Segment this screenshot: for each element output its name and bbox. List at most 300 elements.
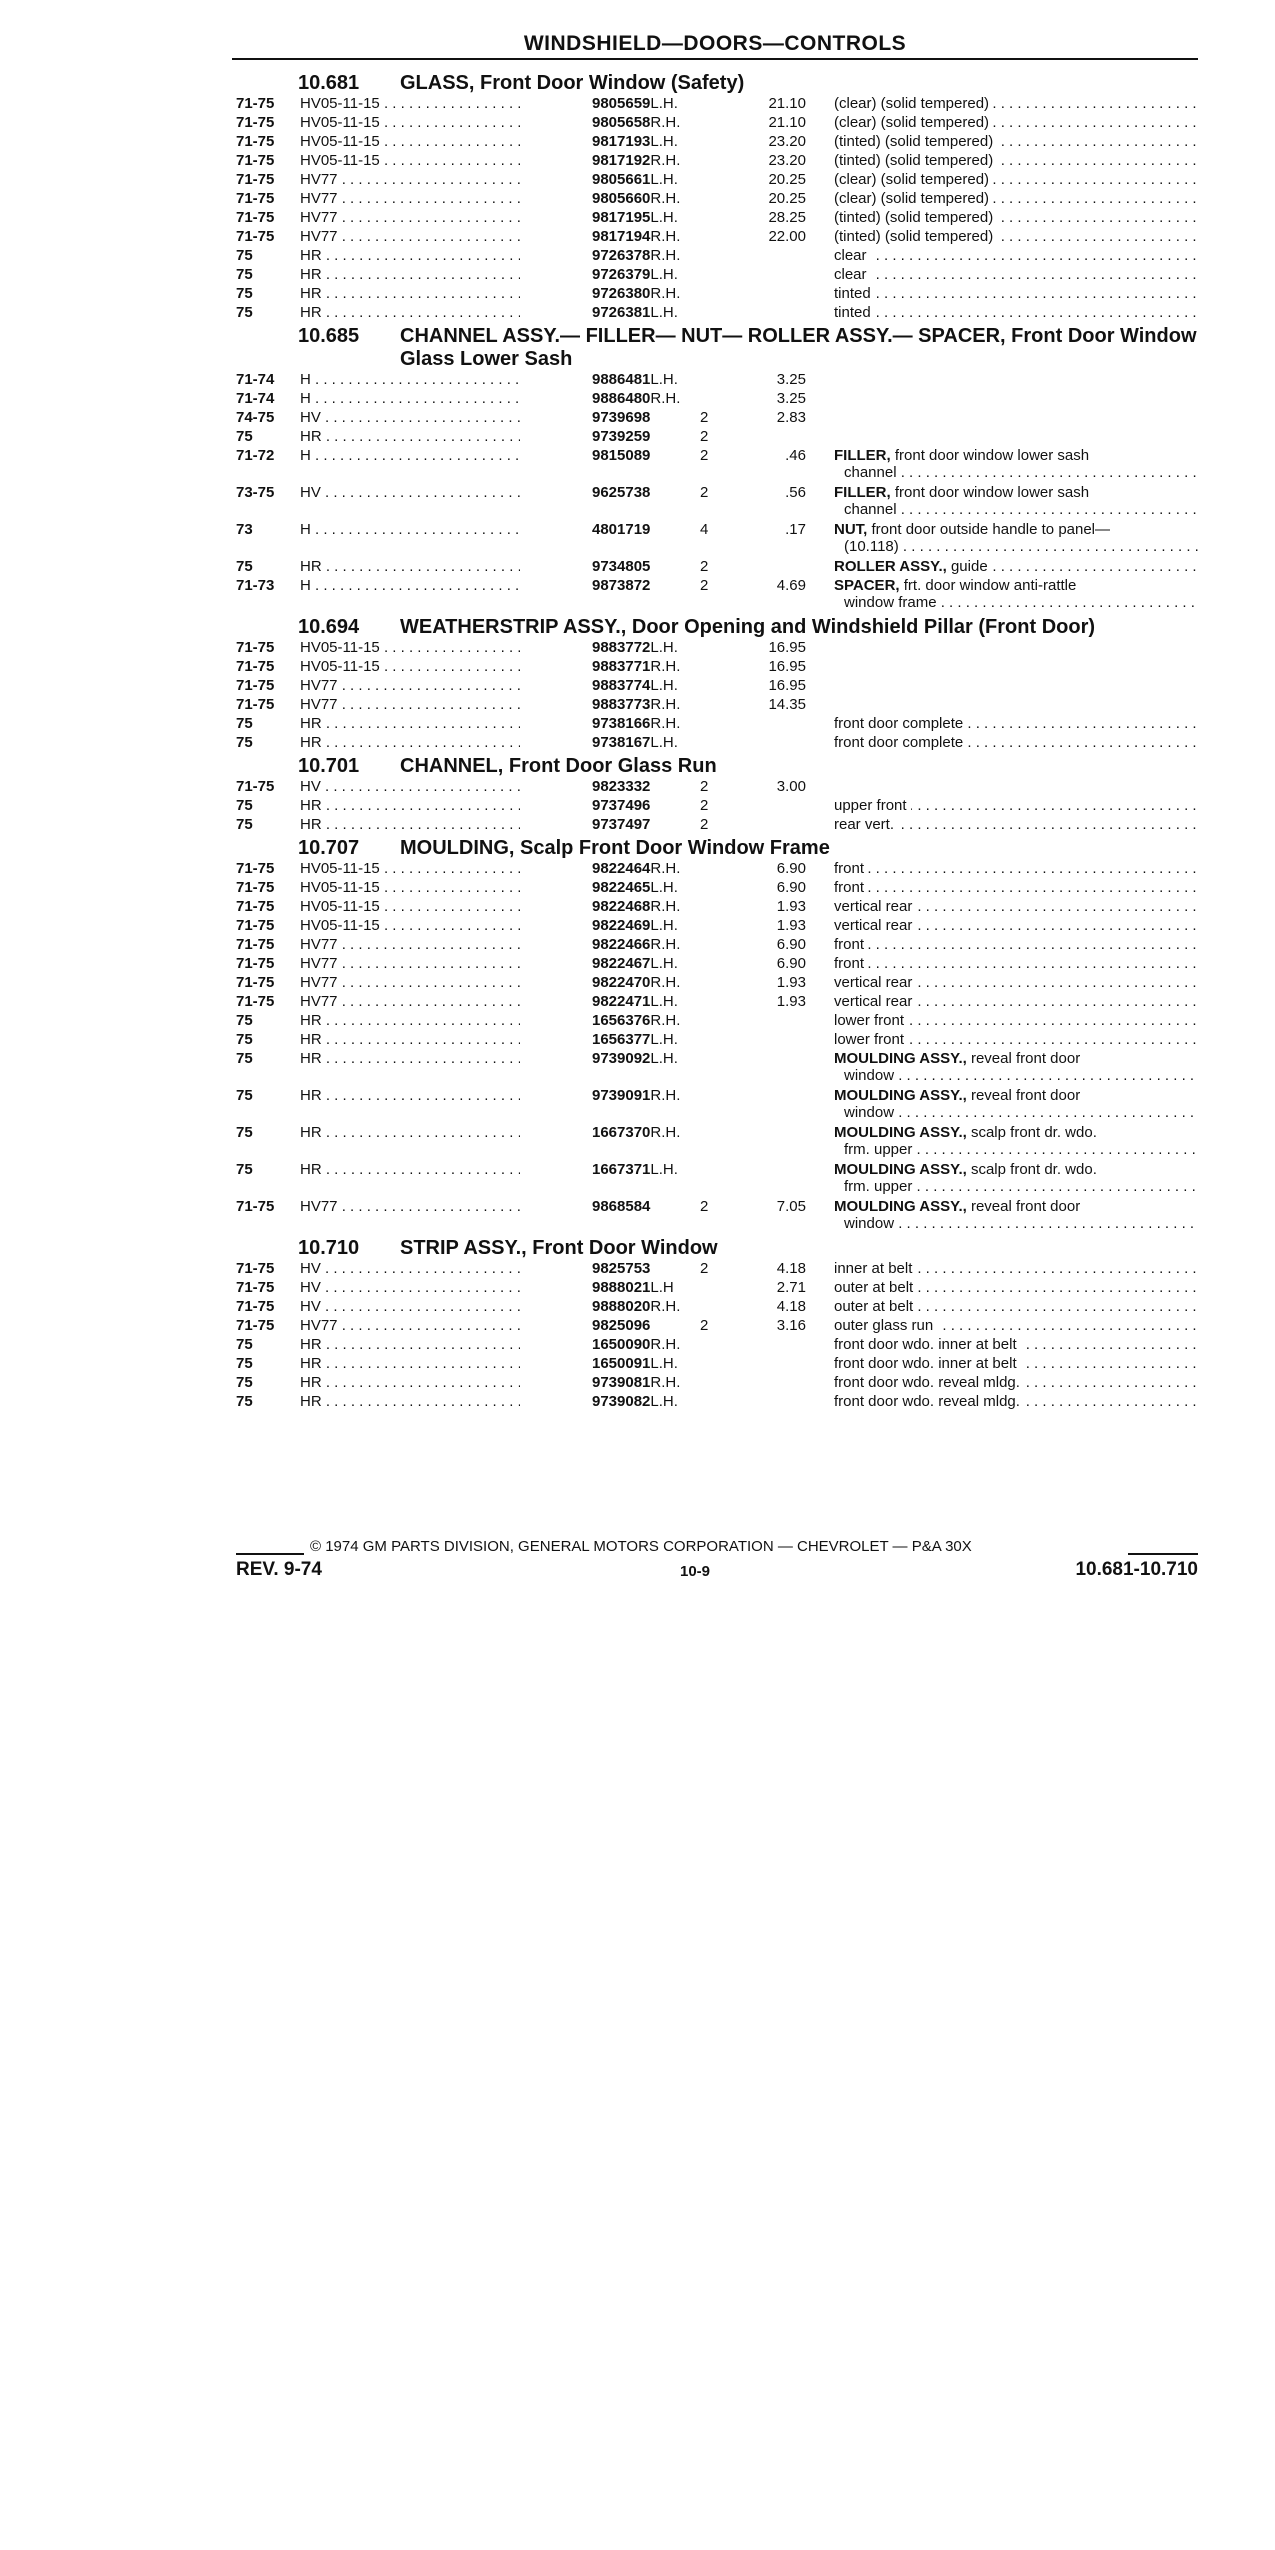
section-number: 10.685 — [298, 325, 360, 347]
price: 22.00 — [768, 228, 806, 245]
part-row — [236, 390, 1198, 409]
description-detail: reveal front door — [970, 1087, 1081, 1104]
description-text — [834, 1336, 1021, 1353]
description — [834, 1355, 1198, 1372]
description-detail: front door window lower sash — [894, 447, 1090, 464]
section-10-707 — [236, 835, 1198, 1235]
part-row — [236, 1393, 1198, 1412]
description-part-name: MOULDING ASSY., — [834, 1198, 967, 1215]
model-year: 71-75 — [236, 778, 275, 795]
part-side: L.H. — [650, 171, 678, 188]
footer-rule-right — [1128, 1553, 1198, 1555]
description — [834, 304, 1198, 321]
model-code: HR . . . — [300, 1374, 520, 1391]
section-number: 10.710 — [298, 1237, 360, 1259]
part-number-value: 9738167 — [592, 734, 651, 751]
part-number — [592, 209, 678, 226]
description-text — [834, 1124, 1101, 1141]
description-text — [834, 1087, 1084, 1104]
part-number-value: 9886481 — [592, 371, 651, 388]
model-code: HV77 . . . — [300, 190, 520, 207]
part-row — [236, 558, 1198, 577]
description-text — [834, 860, 868, 877]
part-number-value: 1650091 — [592, 1355, 651, 1372]
part-row — [236, 285, 1198, 304]
part-number — [592, 879, 678, 896]
price: 4.18 — [776, 1260, 806, 1277]
part-side: R.H. — [650, 1374, 681, 1391]
model-code: HV05-11-15 . . . — [300, 658, 520, 675]
description-text — [834, 1374, 1024, 1391]
model-year: 75 — [236, 1374, 253, 1391]
model-year: 71-75 — [236, 209, 275, 226]
part-number — [592, 1260, 650, 1277]
part-number-value: 9883771 — [592, 658, 651, 675]
description — [834, 955, 1198, 972]
part-number — [592, 936, 680, 953]
description-detail: front door outside handle to panel— — [871, 521, 1111, 538]
description-detail: front — [834, 860, 865, 877]
model-year: 75 — [236, 1050, 253, 1067]
model-code: HV77 . . . — [300, 1198, 520, 1215]
model-year: 75 — [236, 304, 253, 321]
part-number-value: 9823332 — [592, 778, 651, 795]
part-number — [592, 521, 650, 538]
price: 2.83 — [776, 409, 806, 426]
model-year: 71-75 — [236, 228, 275, 245]
description — [834, 114, 1198, 131]
model-code: HR . . . — [300, 1087, 520, 1104]
model-year: 71-75 — [236, 639, 275, 656]
description-detail: front door window lower sash — [894, 484, 1090, 501]
part-side: L.H. — [650, 955, 678, 972]
price: 16.95 — [768, 639, 806, 656]
part-side: R.H. — [650, 936, 681, 953]
part-number-value: 9822468 — [592, 898, 651, 915]
description — [834, 797, 1198, 814]
model-code: HV77 . . . — [300, 696, 520, 713]
description-detail: front door complete — [834, 734, 964, 751]
description — [834, 936, 1198, 953]
part-number — [592, 1124, 680, 1141]
description-part-name: NUT, — [834, 521, 868, 538]
part-number-value: 9883773 — [592, 696, 651, 713]
page-header-title: WINDSHIELD—DOORS—CONTROLS — [523, 32, 907, 55]
section-number: 10.701 — [298, 755, 360, 777]
model-year: 75 — [236, 285, 253, 302]
description — [834, 974, 1198, 991]
description-text — [834, 558, 992, 575]
part-number-value: 9805660 — [592, 190, 651, 207]
parts-sections — [236, 70, 1198, 1412]
part-row — [236, 860, 1198, 879]
description-detail: inner at belt — [834, 1260, 913, 1277]
model-year: 71-74 — [236, 371, 275, 388]
part-row — [236, 521, 1198, 558]
description-detail: rear vert. — [834, 816, 895, 833]
part-number — [592, 285, 680, 302]
part-number-value: 9739082 — [592, 1393, 651, 1410]
part-number-value: 9739259 — [592, 428, 651, 445]
section-number: 10.707 — [298, 837, 360, 859]
description — [834, 734, 1198, 751]
description-part-name: MOULDING ASSY., — [834, 1124, 967, 1141]
part-side: L.H. — [650, 1393, 678, 1410]
description — [834, 1374, 1198, 1391]
part-side: L.H. — [650, 304, 678, 321]
description-text — [834, 209, 997, 226]
part-number — [592, 558, 650, 575]
part-side: R.H. — [650, 1124, 681, 1141]
description-text — [834, 936, 868, 953]
description-detail: (clear) (solid tempered) — [834, 190, 990, 207]
footer-page-number: 10-9 — [680, 1563, 711, 1580]
model-code: HV05-11-15 . . . — [300, 152, 520, 169]
model-code: HR . . . — [300, 797, 520, 814]
description — [834, 152, 1198, 169]
description — [834, 879, 1198, 896]
description-continuation: channel . . . — [834, 464, 1198, 481]
part-number-value: 9822465 — [592, 879, 651, 896]
description-text — [834, 521, 1114, 538]
description-text — [834, 1260, 916, 1277]
description — [834, 1087, 1198, 1121]
quantity: 2 — [700, 797, 709, 814]
model-code: HR . . . — [300, 304, 520, 321]
model-year: 71-75 — [236, 1279, 275, 1296]
description-text — [834, 1298, 917, 1315]
part-number — [592, 860, 680, 877]
description — [834, 95, 1198, 112]
description-text — [834, 285, 875, 302]
description-part-name: FILLER, — [834, 447, 891, 464]
part-number — [592, 133, 678, 150]
part-row — [236, 190, 1198, 209]
part-number-value: 1667371 — [592, 1161, 651, 1178]
model-code: H . . . — [300, 371, 520, 388]
description-detail: front door wdo. reveal mldg. — [834, 1393, 1020, 1410]
part-number-value: 1656376 — [592, 1012, 651, 1029]
description — [834, 1031, 1198, 1048]
part-side: L.H. — [650, 917, 678, 934]
description-part-name: SPACER, — [834, 577, 900, 594]
part-side: L.H. — [650, 879, 678, 896]
section-number: 10.681 — [298, 72, 360, 94]
model-year: 75 — [236, 1161, 253, 1178]
description-text — [834, 1012, 908, 1029]
description — [834, 1336, 1198, 1353]
part-row — [236, 228, 1198, 247]
model-code: HV77 . . . — [300, 228, 520, 245]
description-continuation: frm. upper . . . — [834, 1141, 1198, 1158]
part-number-value: 9726378 — [592, 247, 651, 264]
model-year: 71-73 — [236, 577, 275, 594]
model-year: 71-72 — [236, 447, 275, 464]
description — [834, 171, 1198, 188]
part-row — [236, 955, 1198, 974]
part-number-value: 9739698 — [592, 409, 651, 426]
part-number-value: 9868584 — [592, 1198, 651, 1215]
part-side: L.H. — [650, 1050, 678, 1067]
part-row — [236, 677, 1198, 696]
part-row — [236, 447, 1198, 484]
description-text — [834, 1317, 937, 1334]
model-year: 71-75 — [236, 955, 275, 972]
model-year: 75 — [236, 816, 253, 833]
model-year: 71-75 — [236, 1198, 275, 1215]
model-code: HV77 . . . — [300, 1317, 520, 1334]
part-number — [592, 428, 650, 445]
part-number — [592, 1012, 680, 1029]
description-text — [834, 95, 993, 112]
price: 2.71 — [776, 1279, 806, 1296]
part-number — [592, 658, 680, 675]
model-year: 75 — [236, 558, 253, 575]
description — [834, 1050, 1198, 1084]
description-text — [834, 1279, 917, 1296]
part-number-value: 9825753 — [592, 1260, 651, 1277]
part-row — [236, 133, 1198, 152]
part-side: R.H. — [650, 190, 681, 207]
description-detail: (tinted) (solid tempered) — [834, 209, 994, 226]
description-text — [834, 190, 993, 207]
part-row — [236, 1050, 1198, 1087]
model-year: 71-75 — [236, 152, 275, 169]
part-side: L.H. — [650, 639, 678, 656]
description-text — [834, 715, 967, 732]
description-detail: vertical rear — [834, 974, 913, 991]
description — [834, 266, 1198, 283]
price: 21.10 — [768, 95, 806, 112]
description — [834, 558, 1198, 575]
part-number — [592, 677, 678, 694]
section-heading — [236, 70, 1198, 95]
model-code: HR . . . — [300, 1012, 520, 1029]
quantity: 2 — [700, 484, 709, 501]
price: .17 — [785, 521, 806, 538]
model-year: 71-75 — [236, 677, 275, 694]
part-number — [592, 95, 678, 112]
quantity: 2 — [700, 778, 709, 795]
part-row — [236, 171, 1198, 190]
price: 1.93 — [776, 917, 806, 934]
part-row — [236, 152, 1198, 171]
model-year: 71-75 — [236, 879, 275, 896]
description-text — [834, 484, 1093, 501]
part-side: R.H. — [650, 285, 681, 302]
price: 7.05 — [776, 1198, 806, 1215]
quantity: 2 — [700, 816, 709, 833]
description-detail: upper front — [834, 797, 907, 814]
price: 16.95 — [768, 658, 806, 675]
quantity: 4 — [700, 521, 709, 538]
model-year: 74-75 — [236, 409, 275, 426]
model-year: 75 — [236, 1355, 253, 1372]
part-side: R.H. — [650, 696, 681, 713]
part-row — [236, 1031, 1198, 1050]
model-code: HR . . . — [300, 558, 520, 575]
description-detail: front door wdo. reveal mldg. — [834, 1374, 1020, 1391]
part-number — [592, 639, 678, 656]
description-detail: tinted — [834, 285, 871, 302]
part-number-value: 9883772 — [592, 639, 651, 656]
model-code: HR . . . — [300, 1393, 520, 1410]
price: 23.20 — [768, 133, 806, 150]
part-number-value: 9825096 — [592, 1317, 651, 1334]
model-code: HV05-11-15 . . . — [300, 114, 520, 131]
part-number — [592, 1393, 678, 1410]
description — [834, 484, 1198, 518]
part-row — [236, 1161, 1198, 1198]
model-code: HV77 . . . — [300, 955, 520, 972]
model-year: 71-75 — [236, 658, 275, 675]
section-title: MOULDING, Scalp Front Door Window Frame — [400, 837, 830, 859]
description — [834, 715, 1198, 732]
model-code: HR . . . — [300, 1336, 520, 1353]
part-number-value: 1650090 — [592, 1336, 651, 1353]
model-year: 75 — [236, 428, 253, 445]
part-number — [592, 797, 650, 814]
model-code: HR . . . — [300, 285, 520, 302]
part-number — [592, 993, 678, 1010]
price: 4.18 — [776, 1298, 806, 1315]
model-year: 75 — [236, 715, 253, 732]
price: 3.25 — [776, 371, 806, 388]
part-number-value: 9822471 — [592, 993, 651, 1010]
part-number — [592, 390, 680, 407]
quantity: 2 — [700, 1260, 709, 1277]
description-text — [834, 114, 993, 131]
quantity: 2 — [700, 428, 709, 445]
description-text — [834, 152, 997, 169]
part-row — [236, 304, 1198, 323]
price: 3.00 — [776, 778, 806, 795]
description-text — [834, 1050, 1084, 1067]
footer-revision: REV. 9-74 — [236, 1559, 322, 1580]
description-part-name: MOULDING ASSY., — [834, 1087, 967, 1104]
model-year: 75 — [236, 1124, 253, 1141]
description-text — [834, 734, 967, 751]
model-year: 71-75 — [236, 1317, 275, 1334]
description-detail: outer at belt — [834, 1298, 914, 1315]
price: 1.93 — [776, 993, 806, 1010]
price: 6.90 — [776, 879, 806, 896]
description — [834, 917, 1198, 934]
description — [834, 898, 1198, 915]
price: 20.25 — [768, 190, 806, 207]
model-year: 75 — [236, 1012, 253, 1029]
model-code: H . . . — [300, 521, 520, 538]
description-detail: frt. door window anti-rattle — [903, 577, 1077, 594]
description — [834, 1161, 1198, 1195]
part-number-value: 9817193 — [592, 133, 651, 150]
part-number-value: 9886480 — [592, 390, 651, 407]
price: 1.93 — [776, 898, 806, 915]
part-number — [592, 917, 678, 934]
model-year: 71-75 — [236, 917, 275, 934]
description-text — [834, 974, 916, 991]
part-row — [236, 1317, 1198, 1336]
quantity: 2 — [700, 1317, 709, 1334]
model-year: 71-75 — [236, 974, 275, 991]
part-row — [236, 879, 1198, 898]
part-number — [592, 266, 678, 283]
description-part-name: MOULDING ASSY., — [834, 1161, 967, 1178]
description — [834, 247, 1198, 264]
footer-rule-left — [236, 1553, 304, 1555]
model-year: 71-75 — [236, 860, 275, 877]
description-detail: vertical rear — [834, 917, 913, 934]
description-text — [834, 898, 916, 915]
part-number-value: 9726379 — [592, 266, 651, 283]
model-year: 71-75 — [236, 936, 275, 953]
description — [834, 190, 1198, 207]
part-row — [236, 936, 1198, 955]
part-row — [236, 114, 1198, 133]
part-number — [592, 114, 680, 131]
price: .46 — [785, 447, 806, 464]
part-number — [592, 171, 678, 188]
description-text — [834, 879, 868, 896]
description-detail: front door wdo. inner at belt — [834, 1355, 1017, 1372]
description-detail: (tinted) (solid tempered) — [834, 133, 994, 150]
part-number — [592, 409, 650, 426]
part-row — [236, 1355, 1198, 1374]
part-number — [592, 1087, 680, 1104]
part-side: R.H. — [650, 715, 681, 732]
part-row — [236, 1279, 1198, 1298]
description-text — [834, 1161, 1101, 1178]
description-continuation: frm. upper . . . — [834, 1178, 1198, 1195]
part-row — [236, 974, 1198, 993]
description — [834, 521, 1198, 555]
model-year: 71-75 — [236, 171, 275, 188]
part-number-value: 9739092 — [592, 1050, 651, 1067]
description — [834, 209, 1198, 226]
footer-section-range: 10.681-10.710 — [1075, 1559, 1198, 1580]
model-code: H . . . — [300, 447, 520, 464]
description — [834, 285, 1198, 302]
model-year: 75 — [236, 797, 253, 814]
price: .56 — [785, 484, 806, 501]
model-code: HR . . . — [300, 266, 520, 283]
part-number-value: 1667370 — [592, 1124, 651, 1141]
description-text — [834, 133, 997, 150]
model-year: 71-75 — [236, 133, 275, 150]
description — [834, 228, 1198, 245]
part-number-value: 9888021 — [592, 1279, 651, 1296]
footer-copyright: © 1974 GM PARTS DIVISION, GENERAL MOTORS CORPORATION — CHEVROLET — P&A 30X — [310, 1538, 972, 1555]
part-number — [592, 371, 678, 388]
model-code: HR . . . — [300, 734, 520, 751]
part-number — [592, 484, 650, 501]
part-side: L.H. — [650, 209, 678, 226]
part-row — [236, 696, 1198, 715]
section-title: WEATHERSTRIP ASSY., Door Opening and Windshield Pillar (Front Door) — [400, 616, 1096, 638]
part-number — [592, 1374, 680, 1391]
model-code: HR . . . — [300, 1161, 520, 1178]
part-side: R.H. — [650, 247, 681, 264]
description-detail: tinted — [834, 304, 871, 321]
part-number-value: 9822464 — [592, 860, 651, 877]
description-detail: front — [834, 955, 865, 972]
description-detail: lower front — [834, 1012, 905, 1029]
part-row — [236, 898, 1198, 917]
part-number-value: 9737496 — [592, 797, 651, 814]
section-10-710 — [236, 1235, 1198, 1412]
description-detail: clear — [834, 266, 867, 283]
description-continuation: (10.118) . . . — [834, 538, 1198, 555]
